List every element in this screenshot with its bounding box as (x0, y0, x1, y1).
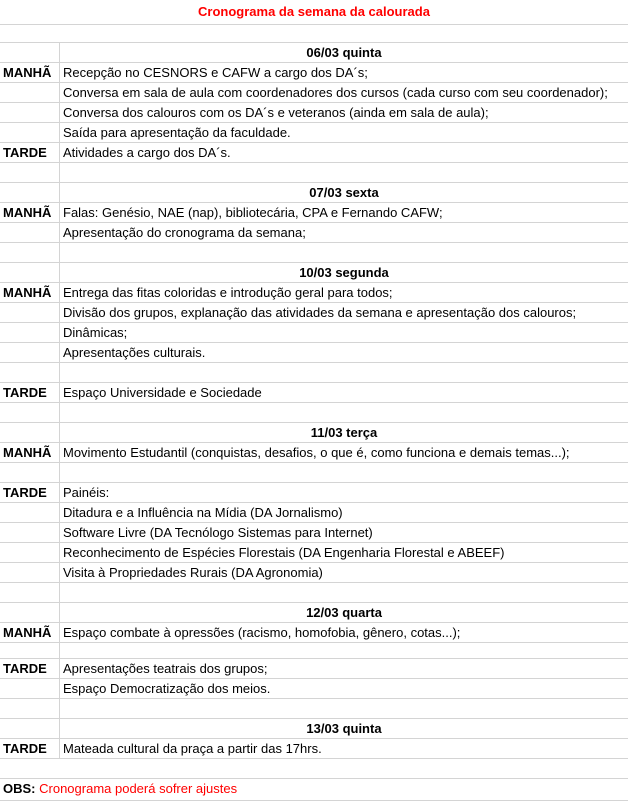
period-label-manha: MANHÃ (0, 443, 60, 462)
obs-text: Cronograma poderá sofrer ajustes (39, 781, 238, 796)
day-header-row (0, 43, 628, 63)
activity-text: Mateada cultural da praça a partir das 17hrs. (63, 741, 322, 756)
activity-row (0, 623, 628, 643)
activity-row (0, 659, 628, 679)
activity-row (0, 563, 628, 583)
activity-text: Conversa em sala de aula com coordenadores dos cursos (cada curso com seu coordenador); (63, 85, 608, 100)
period-label-manha: MANHÃ (0, 623, 60, 642)
page-title: Cronograma da semana da calourada (198, 4, 430, 19)
activity-text: Dinâmicas; (63, 325, 128, 340)
activity-text: Apresentações teatrais dos grupos; (63, 661, 268, 676)
blank-row (0, 583, 628, 603)
activity-text: Entrega das fitas coloridas e introdução geral para todos; (63, 285, 393, 300)
activity-text: Recepção no CESNORS e CAFW a cargo dos DA´s; (63, 65, 368, 80)
day-header-row (0, 423, 628, 443)
day-heading: 07/03 sexta (309, 185, 379, 200)
activity-text: Painéis: (63, 485, 110, 500)
blank-row (0, 363, 628, 383)
period-label-manha: MANHÃ (0, 63, 60, 82)
activity-row (0, 63, 628, 83)
blank-row (0, 699, 628, 719)
blank-row (0, 643, 628, 659)
activity-row (0, 283, 628, 303)
activity-row (0, 103, 628, 123)
period-label-tarde: TARDE (0, 659, 60, 678)
day-header-row (0, 183, 628, 203)
blank-row (0, 403, 628, 423)
day-heading: 12/03 quarta (306, 605, 382, 620)
activity-text: Apresentações culturais. (63, 345, 206, 360)
day-heading: 10/03 segunda (299, 265, 389, 280)
activity-text: Reconhecimento de Espécies Florestais (DA Engenharia Florestal e ABEEF) (63, 545, 505, 560)
activity-text: Espaço Universidade e Sociedade (63, 385, 262, 400)
blank-row (0, 163, 628, 183)
activity-row (0, 679, 628, 699)
activity-text: Saída para apresentação da faculdade. (63, 125, 291, 140)
activity-row (0, 343, 628, 363)
blank-row (0, 25, 628, 43)
blank-row (0, 759, 628, 779)
activity-row (0, 739, 628, 759)
activity-row (0, 143, 628, 163)
activity-text: Ditadura e a Influência na Mídia (DA Jornalismo) (63, 505, 343, 520)
day-header-row (0, 719, 628, 739)
obs-label: OBS: (3, 781, 36, 796)
day-header-row (0, 263, 628, 283)
activity-text: Atividades a cargo dos DA´s. (63, 145, 231, 160)
period-label-manha: MANHÃ (0, 203, 60, 222)
activity-text: Software Livre (DA Tecnólogo Sistemas para Internet) (63, 525, 373, 540)
activity-row (0, 83, 628, 103)
day-heading: 11/03 terça (310, 425, 378, 440)
period-label-tarde: TARDE (0, 383, 60, 402)
blank-row (0, 463, 628, 483)
obs-note (3, 779, 237, 799)
period-label-tarde: TARDE (0, 483, 60, 502)
blank-row (0, 243, 628, 263)
activity-row (0, 543, 628, 563)
activity-text: Falas: Genésio, NAE (nap), bibliotecária, CPA e Fernando CAFW; (63, 205, 443, 220)
activity-row (0, 123, 628, 143)
activity-text: Espaço Democratização dos meios. (63, 681, 271, 696)
activity-text: Espaço combate à opressões (racismo, homofobia, gênero, cotas...); (63, 625, 461, 640)
activity-row (0, 223, 628, 243)
day-header-row (0, 603, 628, 623)
activity-text: Conversa dos calouros com os DA´s e veteranos (ainda em sala de aula); (63, 105, 489, 120)
title-row (0, 0, 628, 25)
activity-row (0, 483, 628, 503)
day-heading: 13/03 quinta (306, 721, 382, 736)
period-label-manha: MANHÃ (0, 283, 60, 302)
period-label-tarde: TARDE (0, 143, 60, 162)
activity-row (0, 443, 628, 463)
activity-row (0, 323, 628, 343)
activity-row (0, 503, 628, 523)
activity-text: Divisão dos grupos, explanação das atividades da semana e apresentação dos calouros; (63, 305, 577, 320)
activity-row (0, 203, 628, 223)
period-label-tarde: TARDE (0, 739, 60, 758)
activity-text: Visita à Propriedades Rurais (DA Agronomia) (63, 565, 323, 580)
day-heading: 06/03 quinta (306, 45, 382, 60)
activity-row (0, 383, 628, 403)
activity-row (0, 523, 628, 543)
activity-text: Apresentação do cronograma da semana; (63, 225, 306, 240)
activity-text: Movimento Estudantil (conquistas, desafios, o que é, como funciona e demais temas...); (63, 445, 570, 460)
activity-row (0, 303, 628, 323)
